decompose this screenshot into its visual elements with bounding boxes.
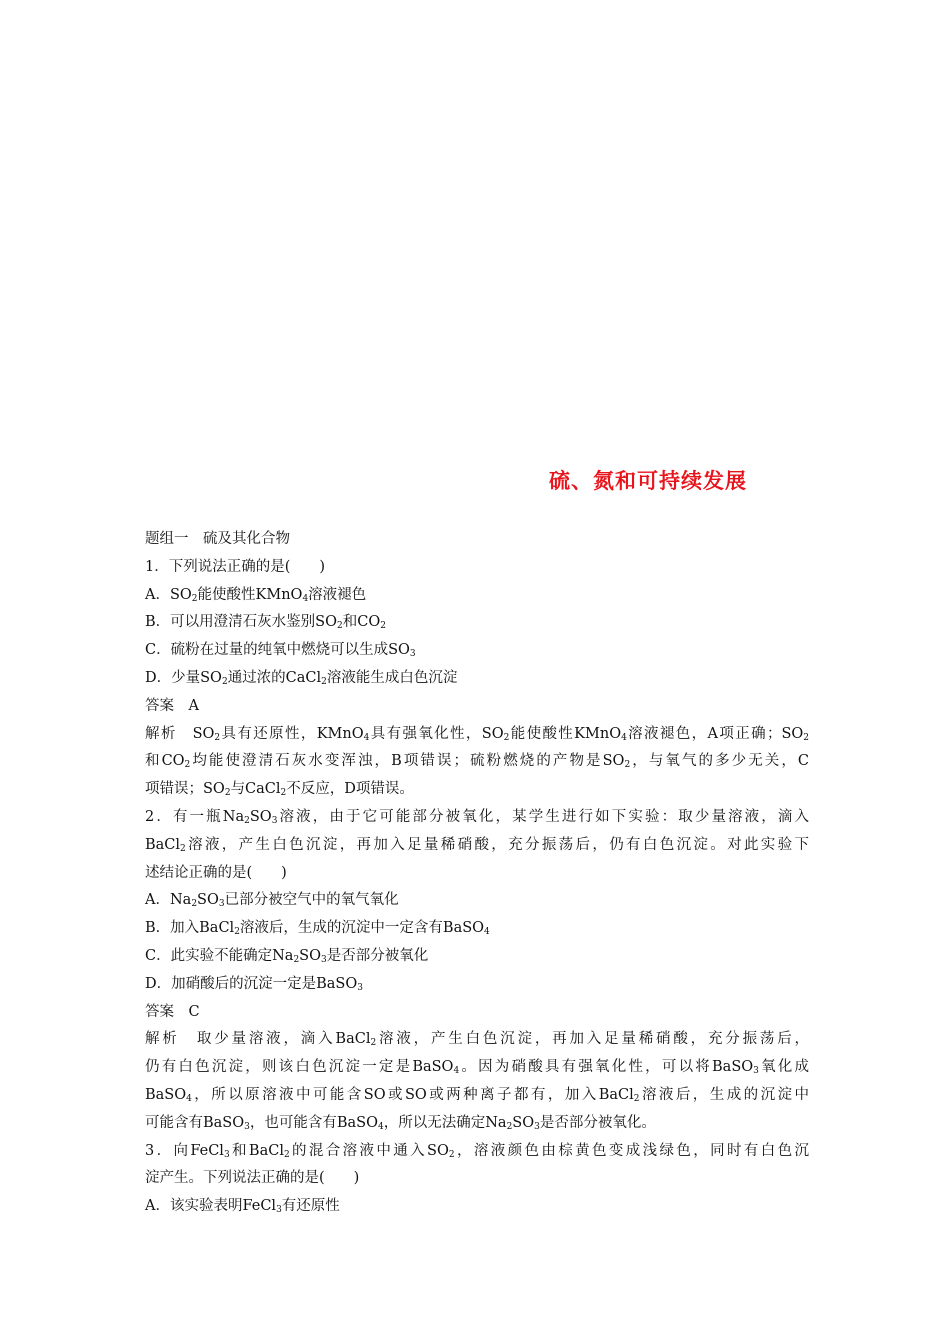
q2-answer: 答案 C [145,1003,200,1020]
q1-stem: 1．下列说法正确的是( ) [145,558,326,575]
q1-option-a: A．$SO_2$能使酸性KMnO$_4$溶液褪色 [145,586,367,604]
q2-option-d: D．加硝酸后的沉淀一定是BaSO$_3$ [145,975,363,993]
q1-analysis-line: 解析 $SO_2$具有还原性，KMnO$_4$具有强氧化性，$SO_2$能使酸性KMnO$_4$溶液褪色，A项正确；$SO_2$ [145,725,809,743]
q3-stem-line: 3．向FeCl$_3$和BaCl$_2$的混合溶液中通入$SO_2$，溶液颜色由棕黄色变成浅绿色，同时有白色沉 [145,1142,809,1160]
q1-option-b: B．可以用澄清石灰水鉴别$SO_2$和$CO_2$ [145,614,386,632]
q2-option-b: B．加入BaCl$_2$溶液后，生成的沉淀中一定含有BaSO$_4$ [145,920,490,938]
section-heading: 题组一 硫及其化合物 [145,531,290,547]
q2-option-c: C．此实验不能确定$Na_2SO_3$是否部分被氧化 [145,947,429,965]
q2-analysis-line: BaSO$_4$，所以原溶液中可能含SO或SO或两种离子都有，加入BaCl$_2$溶液后，生成的沉淀中 [145,1086,809,1104]
q3-stem-line: 淀产生。下列说法正确的是( ) [145,1170,360,1187]
q2-stem-line: 2．有一瓶$Na_2SO_3$溶液，由于它可能部分被氧化，某学生进行如下实验：取少量溶液，滴入 [145,808,809,826]
q2-stem-line: 述结论正确的是( ) [145,864,287,881]
page-title: 硫、氮和可持续发展 [549,468,747,493]
q3-option-a: A．该实验表明FeCl$_3$有还原性 [145,1198,340,1216]
document-body [145,526,809,1221]
q2-stem-line: BaCl$_2$溶液，产生白色沉淀，再加入足量稀硝酸，充分振荡后，仍有白色沉淀。对此实验下 [145,836,809,854]
q1-analysis-line: 和$CO_2$均能使澄清石灰水变浑浊，B项错误；硫粉燃烧的产物是$SO_2$，与氧气的多少无关，C [145,753,809,771]
q1-analysis-line: 项错误；$SO_2$与CaCl$_2$不反应，D项错误。 [145,781,414,799]
q1-answer: 答案 A [145,697,199,714]
q2-option-a: A．$Na_2SO_3$已部分被空气中的氧气氧化 [145,892,399,910]
q2-analysis-line: 解析 取少量溶液，滴入BaCl$_2$溶液，产生白色沉淀，再加入足量稀硝酸，充分振荡后， [145,1031,809,1049]
q2-analysis-line: 仍有白色沉淀，则该白色沉淀一定是BaSO$_4$。因为硝酸具有强氧化性，可以将BaSO$_3$氧化成 [145,1059,809,1077]
q1-option-c: C．硫粉在过量的纯氧中燃烧可以生成$SO_3$ [145,642,416,660]
q2-analysis-line: 可能含有BaSO$_3$，也可能含有BaSO$_4$，所以无法确定$Na_2SO_3$是否部分被氧化。 [145,1114,656,1132]
q1-option-d: D．少量$SO_2$通过浓的CaCl$_2$溶液能生成白色沉淀 [145,669,458,687]
